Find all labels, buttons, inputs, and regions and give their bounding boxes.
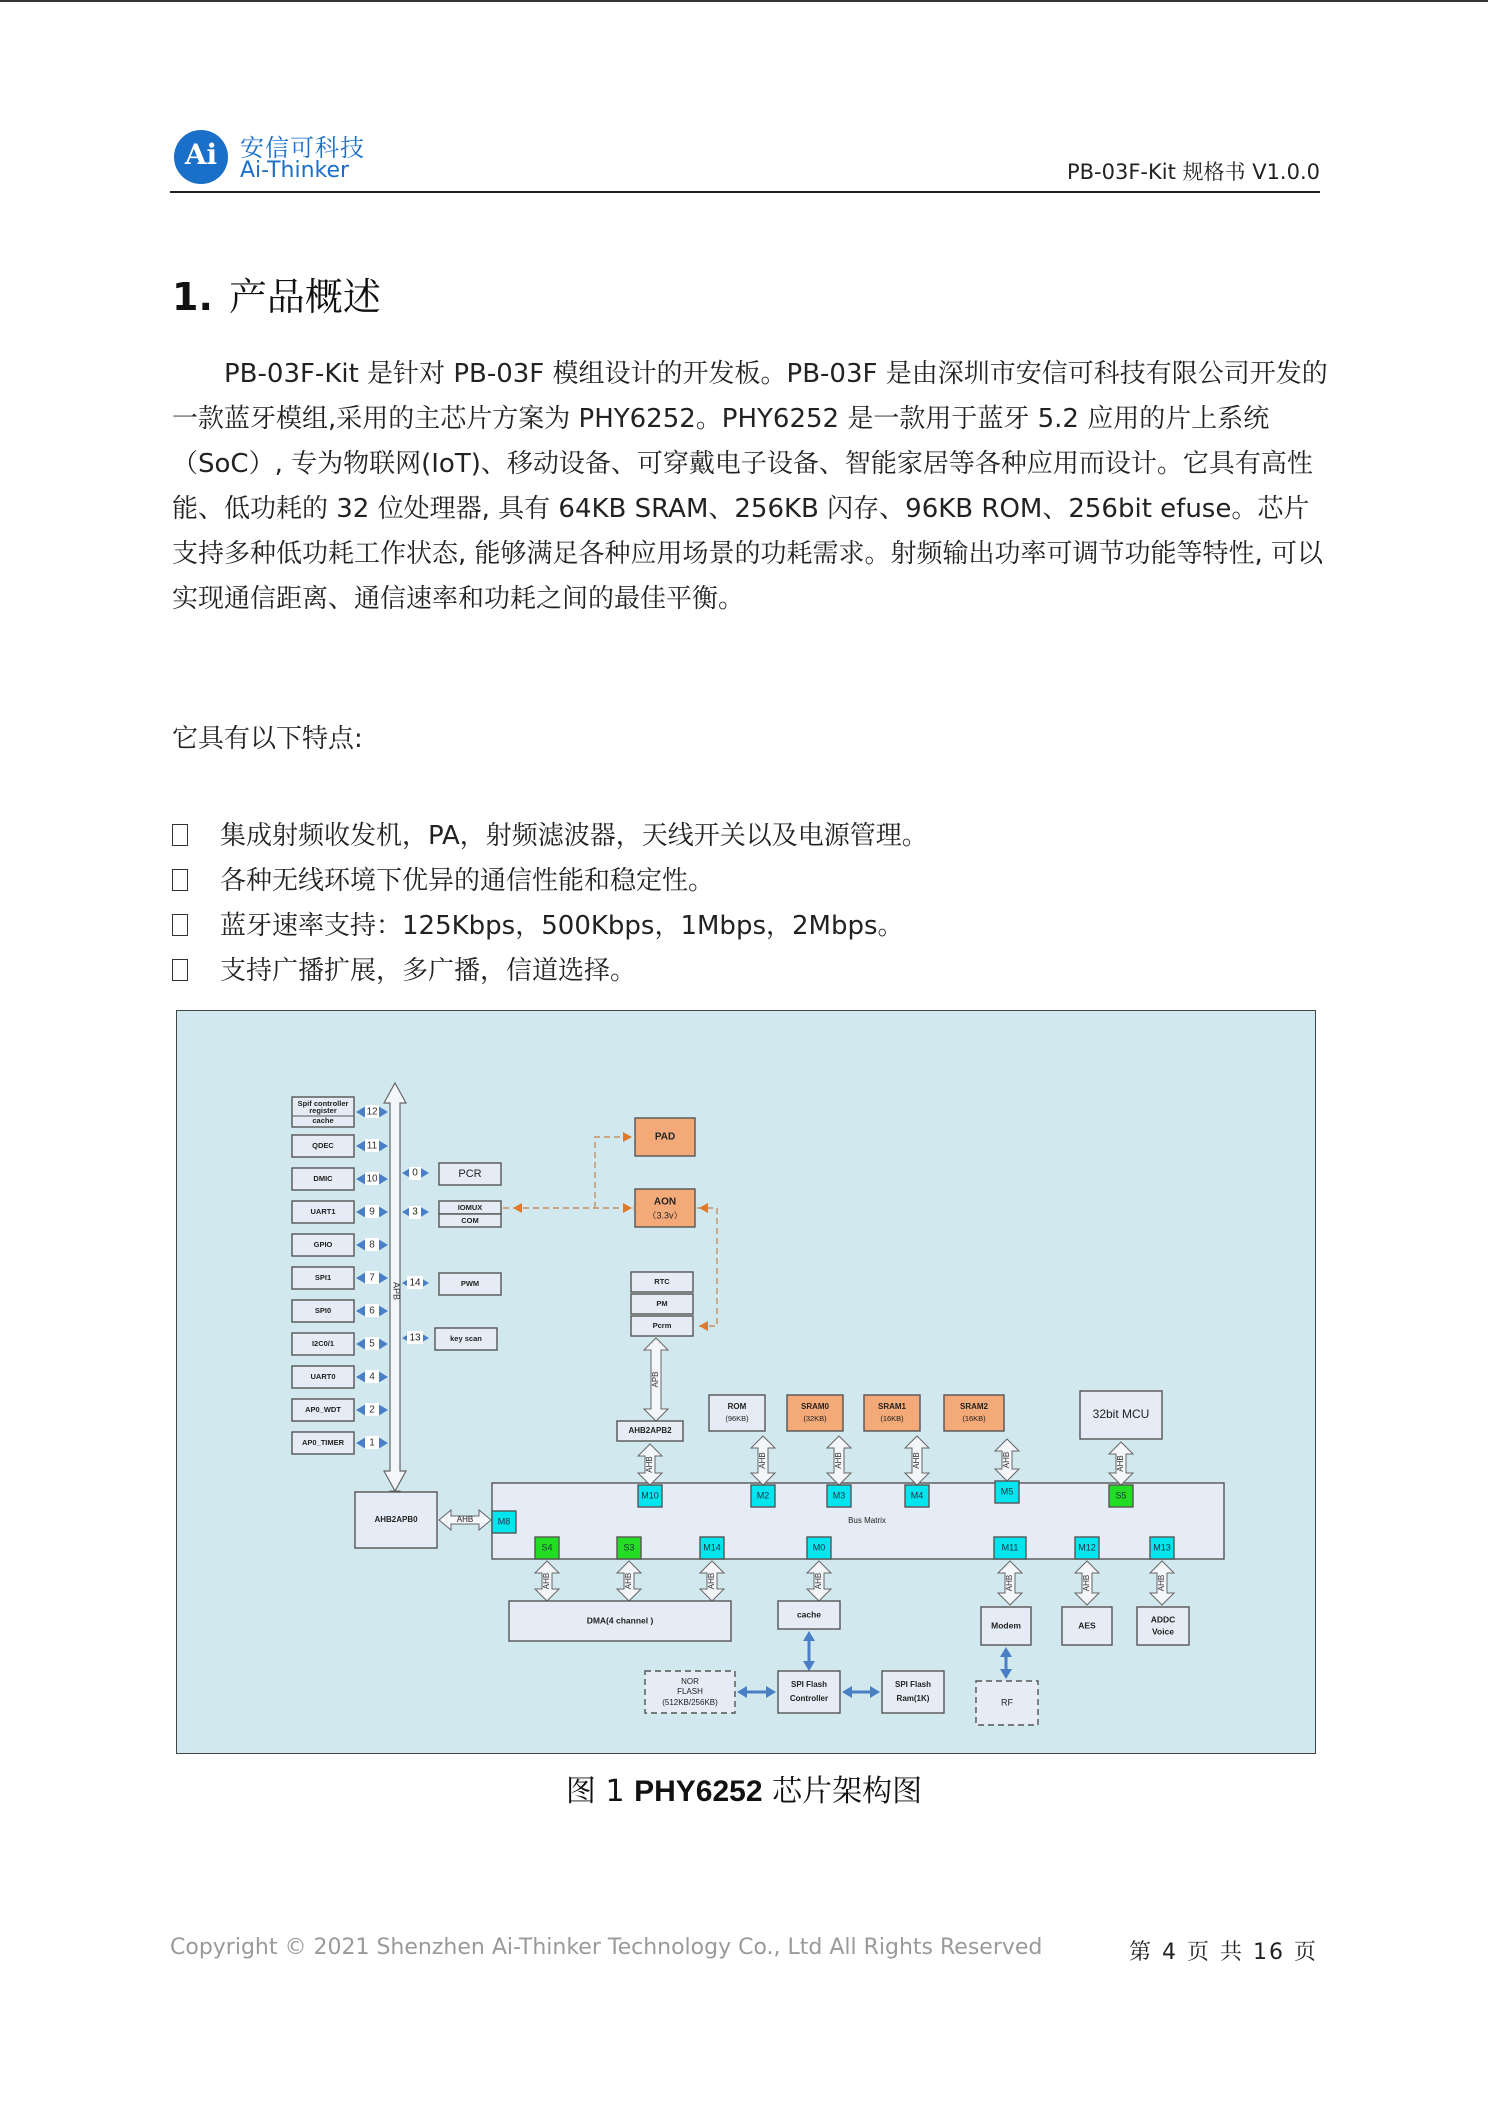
arrow-head-icon (378, 1173, 388, 1185)
diagram-label: PCR (458, 1167, 482, 1180)
arrow-head-icon (356, 1338, 366, 1350)
diagram-label: SPI Flash (790, 1680, 828, 1690)
page-header (170, 128, 1320, 192)
diagram-label: Spif controller (297, 1098, 349, 1108)
feature-item (172, 859, 1332, 904)
diagram-label: AHB2APB0 (374, 1515, 418, 1525)
arrow-head-icon (378, 1437, 388, 1449)
diagram-label: AHB (834, 1452, 844, 1469)
diagram-label: APB (651, 1371, 661, 1388)
diagram-label: SPI Flash (894, 1680, 932, 1690)
diagram-label: AES (1078, 1620, 1096, 1631)
diagram-label: ADDC (1150, 1614, 1176, 1625)
arrow-head-icon (737, 1686, 747, 1698)
diagram-label: RTC (654, 1276, 670, 1286)
diagram-label: (512KB/256KB) (662, 1698, 718, 1708)
features-heading: 它具有以下特点: (172, 724, 363, 754)
diagram-label: PWM (460, 1278, 480, 1288)
feature-item (172, 814, 1332, 859)
arrow-head-icon (803, 1661, 815, 1671)
diagram-label: SPI1 (314, 1272, 332, 1282)
diagram-label: NOR (681, 1677, 699, 1687)
feature-text: 集成射频收发机，PA，射频滤波器，天线开关以及电源管理。 (220, 821, 928, 851)
diagram-label: 0 (412, 1167, 418, 1179)
feature-text: 支持广播扩展，多广播，信道选择。 (220, 956, 637, 986)
diagram-label: M2 (756, 1490, 770, 1501)
diagram-label: FLASH (677, 1687, 703, 1697)
bullet-box-icon (172, 824, 188, 846)
diagram-label: AHB (645, 1456, 655, 1473)
architecture-diagram (176, 1010, 1316, 1754)
arrow-head-icon (870, 1686, 880, 1698)
diagram-label: DMIC (313, 1173, 333, 1183)
diagram-label: AHB (456, 1515, 474, 1525)
diagram-label: key scan (450, 1333, 482, 1343)
arrow-head-icon (378, 1106, 388, 1118)
caption-suffix: 芯片架构图 (762, 1774, 923, 1809)
arrow-head-icon (378, 1272, 388, 1284)
diagram-label: AHB (912, 1452, 922, 1469)
diagram-label: 7 (369, 1272, 375, 1284)
diagram-label: UART0 (310, 1371, 336, 1381)
arrow-head-icon (513, 1203, 522, 1213)
diagram-label: S5 (1115, 1490, 1127, 1501)
diagram-label: PAD (654, 1131, 676, 1143)
block-spi-flash-controller (778, 1671, 840, 1713)
diagram-label: register (309, 1105, 337, 1115)
arrow-head-icon (1000, 1647, 1012, 1657)
caption-prefix: 图 1 (565, 1774, 635, 1809)
diagram-label: Ram(1K) (896, 1694, 930, 1704)
diagram-label: ROM (727, 1402, 747, 1412)
arrow-head-icon (356, 1206, 366, 1218)
diagram-label: PM (656, 1298, 668, 1308)
diagram-label: AHB (814, 1572, 824, 1590)
diagram-label: AHB (1157, 1574, 1167, 1592)
diagram-label: AHB (1116, 1455, 1126, 1472)
logo-name-cn: 安信可科技 (240, 134, 365, 162)
diagram-label: I2C0/1 (311, 1338, 335, 1348)
diagram-label: QDEC (312, 1140, 334, 1150)
arrow-head-icon (356, 1305, 366, 1317)
arrow-head-icon (378, 1206, 388, 1218)
arrow-head-icon (699, 1321, 708, 1331)
arrow-head-icon (842, 1686, 852, 1698)
document-title: PB-03F-Kit 规格书 V1.0.0 (1066, 160, 1320, 184)
diagram-label: 9 (369, 1206, 375, 1218)
diagram-label: M8 (497, 1516, 511, 1527)
diagram-label: Controller (789, 1694, 829, 1704)
diagram-label: M14 (703, 1542, 721, 1553)
diagram-label: DMA(4 channel ) (586, 1615, 654, 1626)
diagram-label: 12 (366, 1106, 378, 1118)
diagram-label: 13 (409, 1332, 421, 1344)
arrow-head-icon (356, 1173, 366, 1185)
block-aon (635, 1189, 695, 1227)
diagram-label: M11 (1001, 1542, 1019, 1553)
logo-name-en: Ai-Thinker (240, 158, 350, 183)
footer-page-number: 第 4 页 共 16 页 (1129, 1940, 1318, 1965)
diagram-label: RF (1001, 1697, 1013, 1708)
diagram-label: 5 (369, 1338, 375, 1350)
feature-text: 蓝牙速率支持：125Kbps，500Kbps，1Mbps，2Mbps。 (220, 911, 904, 941)
diagram-label: cache (796, 1609, 822, 1620)
bullet-box-icon (172, 914, 188, 936)
diagram-label: (32KB) (803, 1413, 827, 1423)
diagram-label: M4 (910, 1490, 924, 1501)
arrow-head-icon (378, 1305, 388, 1317)
arrow-head-icon (356, 1437, 366, 1449)
diagram-label: M0 (812, 1542, 826, 1553)
arrow-head-icon (623, 1132, 632, 1142)
section-heading (172, 266, 381, 321)
feature-item (172, 949, 1332, 994)
diagram-label: (96KB) (725, 1413, 749, 1423)
bullet-box-icon (172, 869, 188, 891)
feature-text: 各种无线环境下优异的通信性能和稳定性。 (220, 866, 715, 896)
diagram-label: SPI0 (314, 1305, 332, 1315)
diagram-label: SRAM2 (959, 1402, 989, 1412)
diagram-label: Voice (1151, 1626, 1175, 1637)
diagram-label: 8 (369, 1239, 375, 1251)
diagram-label: APB (391, 1281, 402, 1301)
diagram-label: AHB (624, 1572, 634, 1590)
diagram-label: M3 (832, 1490, 846, 1501)
arrow-head-icon (356, 1272, 366, 1284)
diagram-label: AP0_WDT (305, 1404, 341, 1414)
arrow-head-icon (356, 1140, 366, 1152)
diagram-label: S3 (623, 1542, 635, 1553)
arrow-head-icon (356, 1404, 366, 1416)
arrow-head-icon (378, 1404, 388, 1416)
arrow-head-icon (378, 1140, 388, 1152)
diagram-label: 11 (366, 1140, 378, 1152)
diagram-label: M12 (1078, 1542, 1096, 1553)
logo-mark-text: Ai (184, 138, 218, 171)
diagram-label: cache (312, 1115, 334, 1125)
bullet-box-icon (172, 959, 188, 981)
page-top-border (0, 0, 1488, 2)
diagram-label: 3 (412, 1206, 418, 1218)
figure-caption (0, 1766, 1488, 1810)
diagram-label: M10 (641, 1490, 659, 1501)
diagram-label: (16KB) (880, 1413, 904, 1423)
section-number: 1. (172, 275, 213, 319)
diagram-label: Modem (991, 1620, 1021, 1631)
caption-chip: PHY6252 (634, 1775, 763, 1808)
arrow-head-icon (378, 1239, 388, 1251)
arrow-head-icon (1000, 1669, 1012, 1679)
section-title: 产品概述 (228, 275, 381, 319)
diagram-label: GPIO (313, 1239, 333, 1249)
diagram-label: 4 (369, 1371, 375, 1383)
arrow-head-icon (378, 1338, 388, 1350)
diagram-label: AHB (1082, 1574, 1092, 1592)
diagram-label: M5 (1000, 1486, 1014, 1497)
diagram-label: 10 (366, 1173, 378, 1185)
diagram-label: AON (653, 1196, 677, 1208)
header-divider (170, 191, 1320, 193)
diagram-label: （3.3v） (647, 1210, 683, 1221)
feature-item (172, 904, 1332, 949)
diagram-label: (16KB) (962, 1413, 986, 1423)
diagram-label: SRAM1 (877, 1402, 907, 1412)
arrow-head-icon (623, 1203, 632, 1213)
diagram-label: UART1 (310, 1206, 336, 1216)
diagram-label: AHB (542, 1572, 552, 1590)
diagram-label: IOMUX (457, 1202, 483, 1212)
arrow-head-icon (378, 1371, 388, 1383)
diagram-label: AHB (758, 1452, 768, 1469)
diagram-label: COM (461, 1215, 479, 1225)
diagram-label: SRAM0 (800, 1402, 830, 1412)
diagram-label: AP0_TIMER (301, 1437, 345, 1447)
pad-link (595, 1137, 635, 1208)
company-logo (174, 128, 434, 188)
diagram-label: Bus Matrix (848, 1516, 886, 1526)
diagram-label: 1 (369, 1437, 375, 1449)
diagram-label: 6 (369, 1305, 375, 1317)
diagram-label: AHB (1002, 1451, 1012, 1469)
diagram-label: AHB (707, 1572, 717, 1590)
diagram-label: 32bit MCU (1092, 1407, 1150, 1422)
feature-list (172, 814, 1332, 994)
arrow-head-icon (356, 1106, 366, 1118)
aon-pcrm-link (697, 1208, 717, 1326)
diagram-label: M13 (1153, 1542, 1171, 1553)
diagram-label: 2 (369, 1404, 375, 1416)
intro-paragraph: PB-03F-Kit 是针对 PB-03F 模组设计的开发板。PB-03F 是由深圳市安信可科技有限公司开发的一款蓝牙模组,采用的主芯片方案为 PHY6252。PHY6252 是一款用于蓝牙 5.2 应用的片上系统（SoC）, 专为物联网(IoT)、移动设备、可穿戴电子设备、智能家居等各种应用而设计。它具有高性能、低功耗的 32 位处理器, 具有 64KB SRAM、256KB 闪存、96KB ROM、256bit efuse。芯片支持多种低功耗工作状态, 能够满足各种应用场景的功耗需求。射频输出功率可调节功能等特性, 可以实现通信距离、通信速率和功耗之间的最佳平衡。 (172, 359, 1328, 614)
diagram-label: Pcrm (652, 1320, 672, 1330)
footer-copyright: Copyright © 2021 Shenzhen Ai-Thinker Technology Co., Ltd All Rights Reserved (170, 1935, 1043, 1960)
diagram-label: S4 (541, 1542, 553, 1553)
arrow-head-icon (766, 1686, 776, 1698)
diagram-label: AHB (1005, 1574, 1015, 1592)
diagram-label: 14 (409, 1277, 421, 1289)
architecture-diagram-svg (177, 1011, 1315, 1753)
arrow-head-icon (356, 1239, 366, 1251)
arrow-head-icon (803, 1631, 815, 1641)
block-spi-flash-ram (882, 1671, 944, 1713)
arrow-head-icon (699, 1203, 708, 1213)
diagram-label: AHB2APB2 (628, 1426, 672, 1436)
arrow-head-icon (356, 1371, 366, 1383)
